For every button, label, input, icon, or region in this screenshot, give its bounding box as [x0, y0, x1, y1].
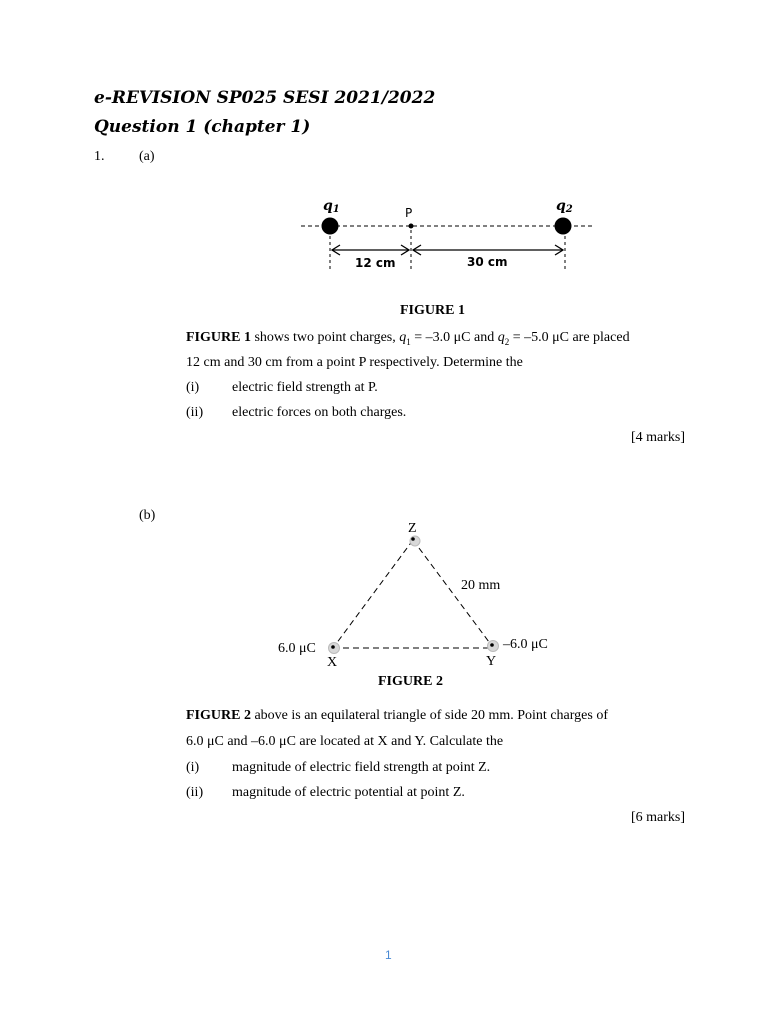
side-length-label: 20 mm	[461, 578, 501, 593]
charge-y-label: –6.0 μC	[503, 637, 548, 652]
question-heading: Question 1 (chapter 1)	[94, 117, 311, 137]
q1-subscript-text: 1	[406, 336, 411, 347]
charge-z-marker	[410, 536, 420, 546]
part-a-label: (a)	[139, 149, 155, 164]
charge-x-marker	[329, 643, 340, 654]
q1-symbol: q	[323, 198, 333, 214]
charge-q2-dot	[555, 218, 572, 235]
figure-1-caption: FIGURE 1	[400, 303, 465, 318]
vertex-z-label: Z	[408, 521, 417, 536]
part-b-item-1-number: (i)	[186, 760, 200, 775]
q2-symbol-text: q	[497, 330, 505, 345]
part-b-marks: [6 marks]	[630, 810, 685, 825]
part-a-line-2: 12 cm and 30 cm from a point P respectively. Determine the	[186, 355, 523, 370]
q1-symbol-text: q	[399, 330, 407, 345]
q1-value-text: = –3.0 μC and	[410, 330, 498, 345]
part-b-item-2-number: (ii)	[186, 785, 204, 800]
charge-x-label: 6.0 μC	[278, 641, 316, 656]
distance-12cm-label: 12 cm	[355, 256, 396, 270]
figure-2-triangle	[333, 540, 492, 648]
part-b-text-a: above is an equilateral triangle of side 20 mm. Point charges of	[250, 708, 608, 723]
charge-y-marker	[488, 641, 499, 652]
vertex-x-label: X	[327, 655, 338, 670]
point-p-label: P	[405, 206, 413, 220]
q2-label	[556, 198, 573, 215]
vertex-y-label: Y	[486, 654, 497, 669]
point-p-dot	[409, 224, 414, 229]
figure-2-reference: FIGURE 2	[186, 708, 251, 723]
part-b-item-2-text: magnitude of electric potential at point Z.	[232, 785, 465, 800]
dimension-arrow-left	[332, 245, 409, 255]
charge-q1-dot	[322, 218, 339, 235]
question-number: 1.	[94, 149, 105, 164]
q2-value-text: = –5.0 μC are placed	[509, 330, 630, 345]
part-b-line-2: 6.0 μC and –6.0 μC are located at X and Y. Calculate the	[186, 734, 504, 749]
part-a-text-a: shows two point charges,	[250, 330, 400, 345]
part-a-item-1-text: electric field strength at P.	[232, 380, 378, 395]
part-a-item-1-number: (i)	[186, 380, 200, 395]
part-a-marks: [4 marks]	[630, 430, 685, 445]
q2-subscript-text: 2	[504, 336, 510, 347]
figure-2-caption: FIGURE 2	[378, 674, 443, 689]
figure-1-reference: FIGURE 1	[186, 330, 251, 345]
part-a-line-1	[186, 330, 630, 350]
part-a-item-2-text: electric forces on both charges.	[232, 405, 407, 420]
q2-subscript: 2	[565, 204, 573, 215]
document-title: e-REVISION SP025 SESI 2021/2022	[94, 88, 436, 108]
dimension-arrow-right	[413, 245, 563, 255]
part-b-item-1-text: magnitude of electric field strength at point Z.	[232, 760, 491, 775]
q1-subscript: 1	[332, 204, 340, 215]
part-a-item-2-number: (ii)	[186, 405, 204, 420]
page-number: 1	[385, 948, 392, 962]
distance-30cm-label: 30 cm	[467, 255, 508, 269]
part-b-line-1	[186, 708, 608, 724]
q2-symbol: q	[556, 198, 566, 214]
q1-label	[323, 198, 340, 215]
part-b-label: (b)	[139, 508, 156, 523]
